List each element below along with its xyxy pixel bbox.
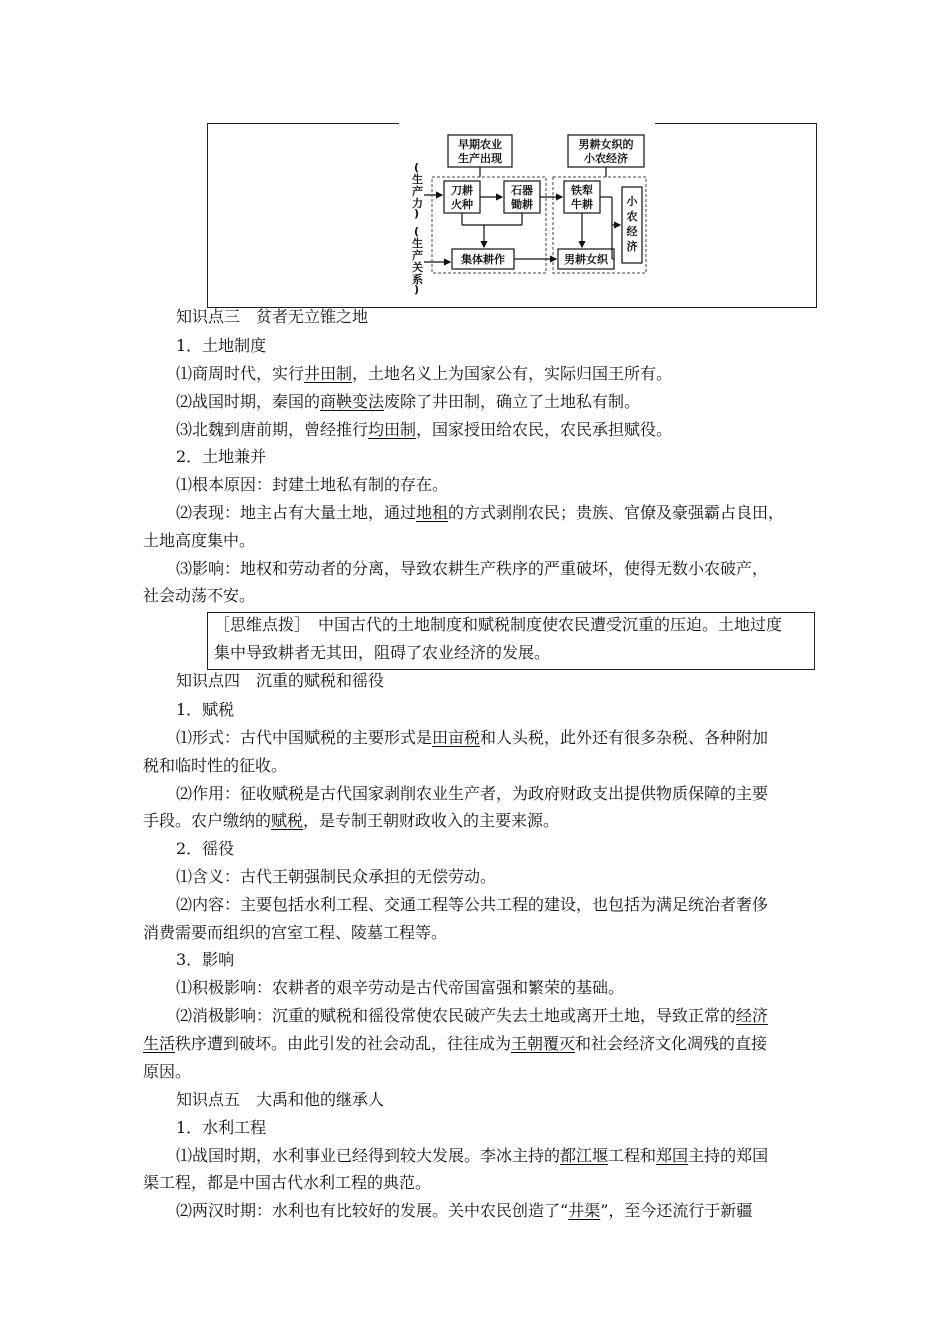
section5-p1: ⑴战国时期，水利事业已经得到较大发展。李冰主持的都江堰工程和郑国主持的郑国 <box>176 1146 769 1165</box>
svg-text:产: 产 <box>412 249 423 262</box>
section4-sub1: 1．赋税 <box>176 700 235 719</box>
section4-p5: ⑴积极影响：农耕者的艰辛劳动是古代帝国富强和繁荣的基础。 <box>176 978 625 997</box>
section3-p3: ⑶北魏到唐前期，曾经推行均田制，国家授田给农民，农民承担赋役。 <box>176 420 673 439</box>
svg-text:农: 农 <box>626 210 638 223</box>
section4-p6-cont: 生活秩序遭到破坏。由此引发的社会动乱，往往成为王朝覆灭和社会经济文化凋残的直接 <box>143 1034 768 1053</box>
male-female-label: 男耕女织 <box>564 253 608 266</box>
section5-heading: 知识点五 大禹和他的继承人 <box>176 1090 385 1109</box>
svg-text:济: 济 <box>626 240 638 253</box>
small-peasant-top-line2: 小农经济 <box>584 152 628 165</box>
section5-p2: ⑵两汉时期：水利也有比较好的发展。关中农民创造了“井渠”，至今还流行于新疆 <box>176 1201 753 1220</box>
section4-heading: 知识点四 沉重的赋税和徭役 <box>176 671 385 690</box>
thinking-tip-line2: 集中导致耕者无其田，阻碍了农业经济的发展。 <box>214 643 551 662</box>
small-peasant-top-line1: 男耕女织的 <box>578 138 634 151</box>
thinking-tip-line1: ［思维点拨］ 中国古代的土地制度和赋税制度使农民遭受沉重的压迫。土地过度 <box>214 615 783 634</box>
section4-p2: ⑵作用：征收赋税是古代国家剥削农业生产者，为政府财政支出提供物质保障的主要 <box>176 784 769 803</box>
svg-text:): ) <box>414 207 420 220</box>
section4-p1-cont: 税和临时性的征收。 <box>143 756 288 775</box>
svg-text:): ) <box>414 283 420 296</box>
svg-text:产: 产 <box>412 185 423 198</box>
stone-hoe-line1: 石器 <box>511 184 533 197</box>
section4-p4: ⑵内容：主要包括水利工程、交通工程等公共工程的建设，也包括为满足统治者奢侈 <box>176 895 769 914</box>
svg-text:经: 经 <box>626 225 638 238</box>
economy-development-diagram <box>400 125 655 297</box>
section3-sub2: 2．土地兼并 <box>176 447 267 466</box>
section3-p6-cont: 社会动荡不安。 <box>143 586 256 605</box>
svg-text:生: 生 <box>412 173 423 186</box>
productivity-label <box>412 161 423 220</box>
section4-p1: ⑴形式：古代中国赋税的主要形式是田亩税和人头税，此外还有很多杂税、各种附加 <box>176 728 769 747</box>
section3-p1: ⑴商周时代，实行井田制，土地名义上为国家公有，实际归国王所有。 <box>176 364 673 383</box>
svg-text:(: ( <box>414 161 420 174</box>
svg-text:系: 系 <box>412 273 423 286</box>
section3-p5: ⑵表现：地主占有大量土地，通过地租的方式剥削农民；贵族、官僚及豪强霸占良田， <box>176 503 785 522</box>
section4-p6: ⑵消极影响：沉重的赋税和徭役常使农民破产失去土地或离开土地，导致正常的经济 <box>176 1006 769 1025</box>
section4-p4-cont: 消费需要而组织的宫室工程、陵墓工程等。 <box>143 923 448 942</box>
section3-p2: ⑵战国时期，秦国的商鞅变法废除了井田制，确立了土地私有制。 <box>176 392 641 411</box>
early-agri-line2: 生产出现 <box>458 152 502 165</box>
section3-p4: ⑴根本原因：封建土地私有制的存在。 <box>176 475 449 494</box>
slash-burn-line2: 火种 <box>451 198 473 211</box>
section4-p3: ⑴含义：古代王朝强制民众承担的无偿劳动。 <box>176 867 497 886</box>
svg-text:关: 关 <box>412 261 423 274</box>
iron-plough-line1: 铁犁 <box>571 184 593 197</box>
section3-heading: 知识点三 贫者无立锥之地 <box>176 307 369 326</box>
svg-text:力: 力 <box>412 197 423 210</box>
relations-label <box>412 225 423 296</box>
section5-p1-cont: 渠工程，都是中国古代水利工程的典范。 <box>143 1173 432 1192</box>
section3-p5-cont: 土地高度集中。 <box>143 531 256 550</box>
section4-p2-cont: 手段。农户缴纳的赋税，是专制王朝财政收入的主要来源。 <box>143 811 560 830</box>
iron-plough-line2: 牛耕 <box>571 198 593 211</box>
section4-p6-cont2: 原因。 <box>143 1062 192 1081</box>
slash-burn-line1: 刀耕 <box>451 184 473 197</box>
section4-sub2: 2．徭役 <box>176 839 235 858</box>
collective-label: 集体耕作 <box>461 253 505 266</box>
stone-hoe-line2: 锄耕 <box>511 198 533 211</box>
section4-sub3: 3．影响 <box>176 950 235 969</box>
svg-text:生: 生 <box>412 237 423 250</box>
section3-p6: ⑶影响：地权和劳动者的分离，导致农耕生产秩序的严重破坏，使得无数小农破产， <box>176 559 769 578</box>
svg-text:(: ( <box>414 225 420 238</box>
section3-sub1: 1．土地制度 <box>176 336 267 355</box>
section5-sub1: 1．水利工程 <box>176 1118 267 1137</box>
early-agri-line1: 早期农业 <box>458 138 502 151</box>
svg-text:小: 小 <box>626 195 638 208</box>
